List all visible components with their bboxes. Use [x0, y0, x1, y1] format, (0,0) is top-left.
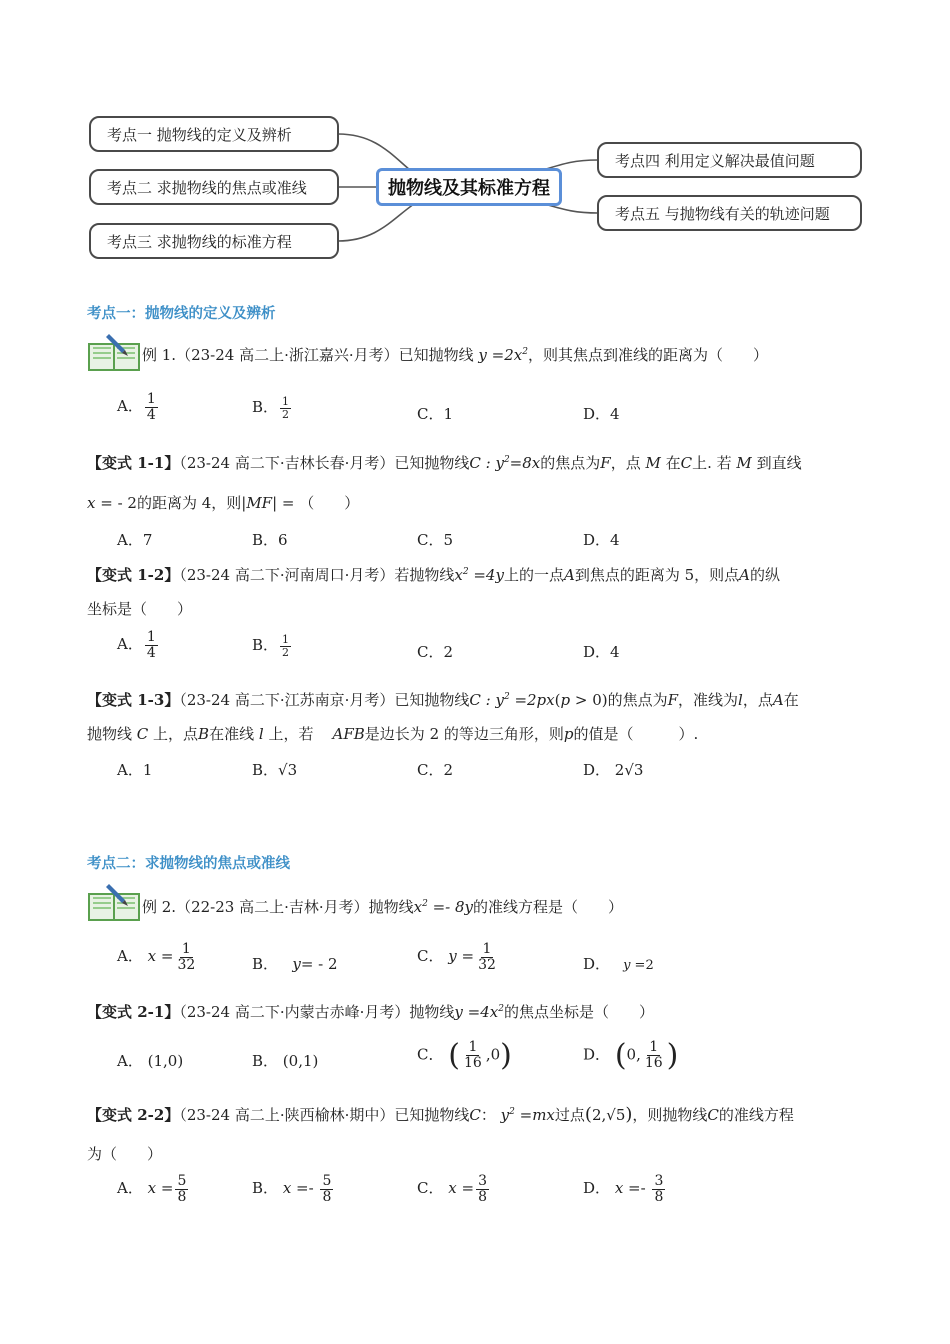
- ex1-option-d[interactable]: D．4: [583, 405, 620, 423]
- ex1-option-c[interactable]: C．1: [417, 405, 454, 423]
- v21-option-d[interactable]: D． (0, $\frac{1}{16}$ ): [583, 1038, 679, 1073]
- book-pencil-icon: [87, 330, 141, 372]
- mindmap-node-1: 考点一 抛物线的定义及辨析: [89, 116, 339, 152]
- v12-option-d[interactable]: D．4: [583, 643, 620, 661]
- v13-option-c[interactable]: C．2: [417, 761, 454, 779]
- v22-option-a[interactable]: A． x = $\frac{5}{8}$: [117, 1173, 187, 1205]
- ex2-option-d[interactable]: D． y =2: [583, 955, 654, 973]
- v13-stem-line2: 抛物线 C 上，点B在准线 l 上，若 AFB是边长为 2 的等边三角形，则p的值是（ ）.: [87, 725, 699, 743]
- v13-option-a[interactable]: A．1: [117, 761, 153, 779]
- ex2-option-c[interactable]: C． y = $\frac{1}{32}$: [417, 941, 496, 973]
- v12-option-b[interactable]: B． $\frac{1}{2}$: [252, 633, 290, 659]
- v11-option-c[interactable]: C．5: [417, 531, 454, 549]
- v11-stem-line1: 【变式 1-1】（23-24 高二下·吉林长春·月考）已知抛物线C : $y^2=8x$的焦点为F，点 M 在C上. 若 M 到直线: [87, 454, 802, 472]
- v22-stem-line1: 【变式 2-2】（23-24 高二上·陕西榆林·期中）已知抛物线C： $y^2 =mx$过点(2,√5)，则抛物线C的准线方程: [87, 1104, 794, 1125]
- book-pencil-icon: [87, 880, 141, 922]
- v11-option-d[interactable]: D．4: [583, 531, 620, 549]
- v12-option-c[interactable]: C．2: [417, 643, 454, 661]
- v12-stem-line2: 坐标是（ ）: [87, 600, 193, 618]
- v13-stem-line1: 【变式 1-3】（23-24 高二下·江苏南京·月考）已知抛物线C : $y^2 =2px(p > 0)$的焦点为F，准线为l，点A在: [87, 691, 799, 709]
- v11-option-b[interactable]: B．6: [252, 531, 288, 549]
- mindmap-node-4: 考点四 利用定义解决最值问题: [597, 142, 862, 178]
- v22-option-d[interactable]: D． x =- $\frac{3}{8}$: [583, 1173, 664, 1205]
- v22-stem-line2: 为（ ）: [87, 1145, 163, 1163]
- mindmap-center: 抛物线及其标准方程: [376, 168, 562, 206]
- v11-option-a[interactable]: A．7: [117, 531, 153, 549]
- v22-option-c[interactable]: C． x = $\frac{3}{8}$: [417, 1173, 487, 1205]
- v13-option-b[interactable]: B．√3: [252, 761, 298, 779]
- v21-option-a[interactable]: A． (1,0): [117, 1052, 184, 1070]
- section2-title: 考点二：求抛物线的焦点或准线: [87, 856, 290, 872]
- ex1-option-b[interactable]: B． $\frac{1}{2}$: [252, 395, 290, 421]
- ex1-option-a[interactable]: A． $\frac{1}{4}$: [117, 391, 156, 423]
- mindmap-node-2: 考点二 求抛物线的焦点或准线: [89, 169, 339, 205]
- ex2-option-b[interactable]: B． y= - 2: [252, 955, 338, 973]
- mindmap-node-5: 考点五 与抛物线有关的轨迹问题: [597, 195, 862, 231]
- v13-option-d[interactable]: D． 2√3: [583, 761, 644, 779]
- section1-title: 考点一：抛物线的定义及辨析: [87, 306, 276, 322]
- v21-option-b[interactable]: B． (0,1): [252, 1052, 319, 1070]
- ex2-stem: 例 2.（22-23 高二上·吉林·月考）抛物线$x^2 =- 8y$的准线方程是（ ）: [142, 898, 624, 916]
- ex1-stem: 例 1.（23-24 高二上·浙江嘉兴·月考）已知抛物线 $y =2x^2$，则其焦点到准线的距离为（ ）: [142, 346, 768, 364]
- v12-stem-line1: 【变式 1-2】（23-24 高二下·河南周口·月考）若抛物线$x^2 =4y$上的一点A到焦点的距离为 5，则点A的纵: [87, 566, 780, 584]
- v22-option-b[interactable]: B． x =- $\frac{5}{8}$: [252, 1173, 332, 1205]
- v11-stem-line2: x = - 2的距离为 4，则|MF| = （ ）: [87, 494, 360, 512]
- ex2-option-a[interactable]: A． x = $\frac{1}{32}$: [117, 941, 196, 973]
- mindmap-node-3: 考点三 求抛物线的标准方程: [89, 223, 339, 259]
- v21-stem: 【变式 2-1】（23-24 高二下·内蒙古赤峰·月考）抛物线$y =4x^2$的焦点坐标是（ ）: [87, 1003, 654, 1021]
- v21-option-c[interactable]: C． ( $\frac{1}{16}$ ,0): [417, 1038, 512, 1073]
- v12-option-a[interactable]: A． $\frac{1}{4}$: [117, 629, 156, 661]
